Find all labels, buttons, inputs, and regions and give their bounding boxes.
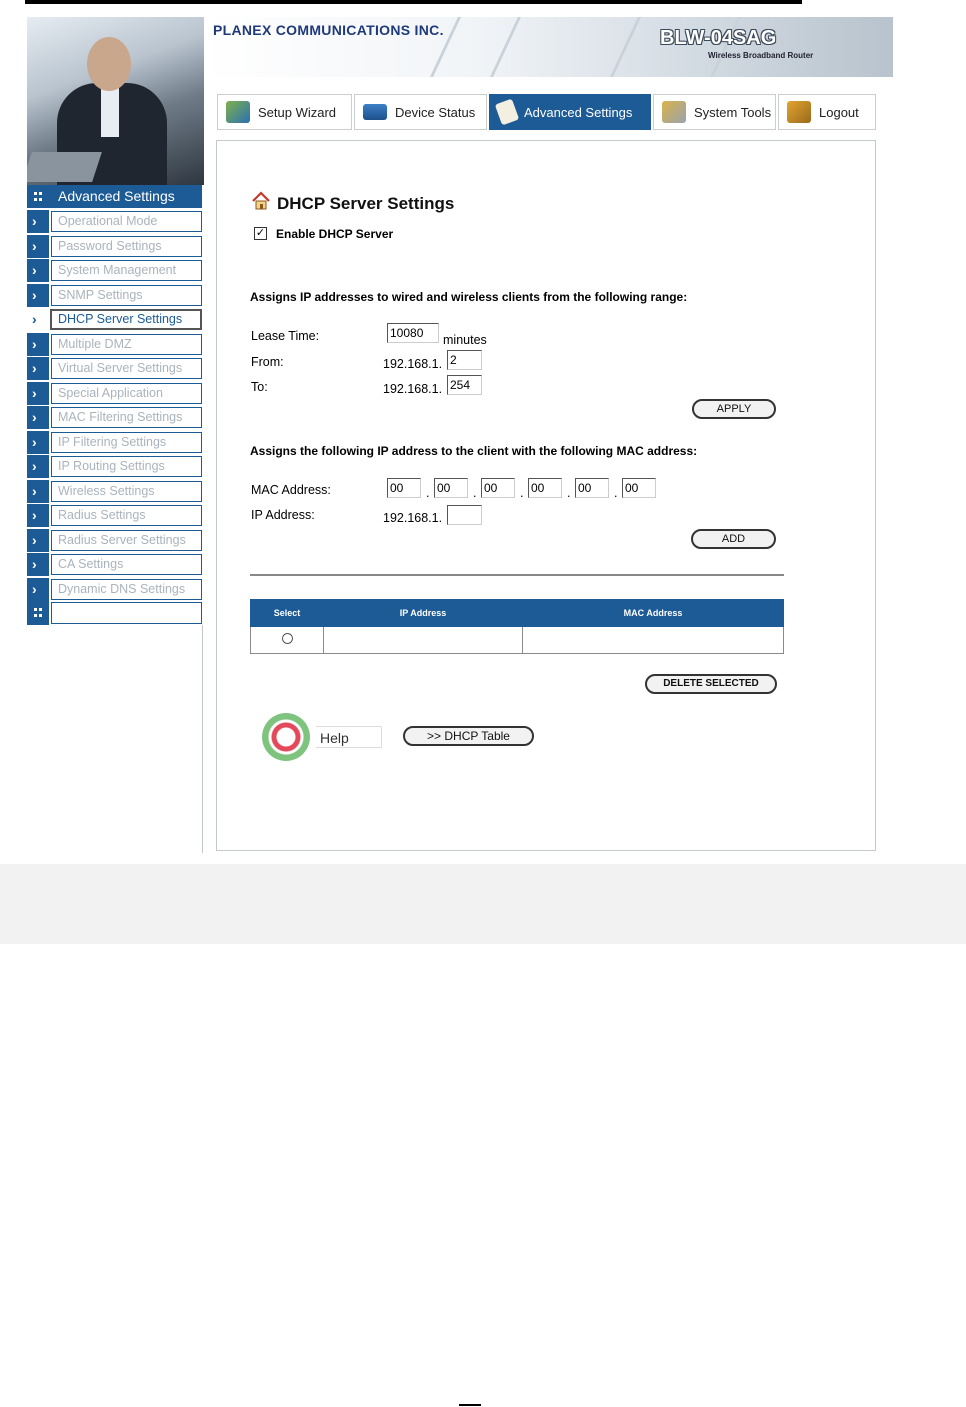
header-photo — [27, 17, 204, 185]
to-prefix: 192.168.1. — [383, 382, 443, 396]
chevron-right-icon: › — [32, 483, 37, 499]
mac-separator: . — [520, 486, 524, 500]
enable-dhcp-label: Enable DHCP Server — [276, 227, 394, 241]
sidebar-item-label: System Management — [58, 263, 177, 277]
sidebar-item-label: CA Settings — [58, 557, 124, 571]
ip-address-label: IP Address: — [251, 508, 315, 522]
select-cell — [251, 627, 324, 654]
sidebar-item-password-settings[interactable] — [27, 235, 202, 258]
dots-icon — [27, 185, 49, 208]
tab-device-status[interactable] — [354, 94, 487, 130]
sidebar-footer — [27, 601, 202, 625]
sidebar-item-label: SNMP Settings — [58, 288, 143, 302]
from-prefix: 192.168.1. — [383, 357, 443, 371]
dhcp-table-button[interactable]: >> DHCP Table — [403, 726, 534, 746]
static-heading: Assigns the following IP address to the client with the following MAC address: — [250, 444, 698, 458]
logout-icon — [787, 101, 811, 123]
tab-setup-wizard[interactable] — [217, 94, 352, 130]
tab-label: Device Status — [395, 104, 476, 120]
sidebar-item-label: Special Application — [58, 386, 163, 400]
mac-address-label: MAC Address: — [251, 483, 331, 497]
chevron-right-icon: › — [32, 458, 37, 474]
from-input[interactable] — [447, 350, 482, 370]
delete-selected-button[interactable]: DELETE SELECTED — [645, 674, 777, 694]
sidebar-item-label: DHCP Server Settings — [58, 312, 183, 326]
range-heading: Assigns IP addresses to wired and wireless clients from the following range: — [250, 290, 688, 304]
sidebar-item-label: IP Routing Settings — [58, 459, 165, 473]
row-select-radio[interactable] — [282, 633, 293, 644]
to-label: To: — [251, 380, 268, 394]
chevron-right-icon: › — [32, 409, 37, 425]
chevron-right-icon: › — [32, 287, 37, 303]
lease-time-input[interactable] — [387, 323, 439, 343]
chevron-right-icon: › — [32, 532, 37, 548]
sidebar-divider — [202, 625, 203, 853]
document-icon — [495, 99, 519, 126]
sidebar-item-dynamic-dns-settings[interactable] — [27, 578, 202, 601]
chevron-right-icon: › — [32, 507, 37, 523]
chevron-right-icon: › — [32, 581, 37, 597]
sidebar-item-ip-routing-settings[interactable] — [27, 455, 202, 478]
table-row — [251, 627, 784, 654]
tab-label: System Tools — [694, 104, 772, 120]
sidebar-item-operational-mode[interactable] — [27, 210, 202, 233]
tab-label: Logout — [819, 104, 859, 120]
mac-separator: . — [567, 486, 571, 500]
sidebar-item-multiple-dmz[interactable] — [27, 333, 202, 356]
sidebar-item-mac-filtering-settings[interactable] — [27, 406, 202, 429]
brand-logo: PLANEX COMMUNICATIONS INC. — [213, 22, 444, 38]
ip-prefix: 192.168.1. — [383, 511, 443, 525]
mac-separator: . — [473, 486, 477, 500]
table-header-ip: IP Address — [324, 600, 523, 627]
chevron-right-icon: › — [32, 336, 37, 352]
chevron-right-icon: › — [32, 556, 37, 572]
tab-logout[interactable] — [778, 94, 876, 130]
section-divider — [250, 574, 784, 576]
sidebar-item-label: Multiple DMZ — [58, 337, 132, 351]
help-link[interactable]: Help — [316, 726, 382, 748]
table-header-select: Select — [251, 600, 324, 627]
home-icon — [251, 191, 271, 211]
sidebar-item-label: Virtual Server Settings — [58, 361, 183, 375]
apply-button[interactable]: APPLY — [692, 399, 776, 419]
lease-unit-label: minutes — [443, 333, 487, 347]
table-header-mac: MAC Address — [523, 600, 784, 627]
monitor-icon — [363, 104, 387, 120]
lease-time-label: Lease Time: — [251, 329, 320, 343]
mac-octet-input[interactable] — [481, 478, 515, 498]
chevron-right-icon: › — [32, 434, 37, 450]
sidebar-item-system-management[interactable] — [27, 259, 202, 282]
footer-band — [0, 864, 966, 944]
tab-label: Setup Wizard — [258, 104, 337, 120]
static-leases-table — [250, 599, 784, 654]
sidebar-item-label: Dynamic DNS Settings — [58, 582, 186, 596]
mac-octet-input[interactable] — [622, 478, 656, 498]
chevron-right-icon: › — [32, 311, 37, 327]
sidebar-heading-label: Advanced Settings — [58, 188, 175, 204]
sidebar-item-virtual-server-settings[interactable] — [27, 357, 202, 380]
sidebar-item-wireless-settings[interactable] — [27, 480, 202, 503]
sidebar-item-label: MAC Filtering Settings — [58, 410, 183, 424]
sidebar-item-label: IP Filtering Settings — [58, 435, 167, 449]
page-title: DHCP Server Settings — [277, 194, 455, 213]
sidebar-item-radius-settings[interactable] — [27, 504, 202, 527]
mac-octet-input[interactable] — [575, 478, 609, 498]
sidebar-item-label: Radius Settings — [58, 508, 146, 522]
top-rule — [25, 0, 802, 4]
sidebar-item-special-application[interactable] — [27, 382, 202, 405]
model-name: BLW-04SAG — [660, 27, 777, 49]
chevron-right-icon: › — [32, 238, 37, 254]
tab-system-tools[interactable] — [653, 94, 776, 130]
tab-advanced-settings[interactable] — [489, 94, 651, 130]
add-button[interactable]: ADD — [691, 529, 776, 549]
sidebar-heading — [27, 185, 202, 208]
wizard-icon — [226, 101, 250, 123]
mac-octet-input[interactable] — [528, 478, 562, 498]
ip-address-input[interactable] — [447, 505, 482, 525]
enable-dhcp-checkbox[interactable]: ✓ — [255, 227, 266, 239]
mac-separator: . — [614, 486, 618, 500]
sidebar-item-radius-server-settings[interactable] — [27, 529, 202, 552]
mac-octet-input[interactable] — [387, 478, 421, 498]
sidebar-item-label: Password Settings — [58, 239, 162, 253]
model-subtitle: Wireless Broadband Router — [708, 51, 814, 60]
tools-icon — [662, 101, 686, 123]
chevron-right-icon: › — [32, 385, 37, 401]
chevron-right-icon: › — [32, 213, 37, 229]
chevron-right-icon: › — [32, 360, 37, 376]
dots-icon — [27, 601, 49, 625]
sidebar-item-label: Radius Server Settings — [58, 533, 186, 547]
sidebar-item-ca-settings[interactable] — [27, 553, 202, 576]
tab-label: Advanced Settings — [524, 104, 633, 120]
mac-cell — [523, 627, 784, 654]
sidebar-item-dhcp-server-settings[interactable] — [27, 308, 202, 331]
help-icon[interactable] — [262, 713, 310, 761]
to-input[interactable] — [447, 375, 482, 395]
sidebar-item-snmp-settings[interactable] — [27, 284, 202, 307]
mac-octet-input[interactable] — [434, 478, 468, 498]
chevron-right-icon: › — [32, 262, 37, 278]
sidebar-item-ip-filtering-settings[interactable] — [27, 431, 202, 454]
mac-separator: . — [426, 486, 430, 500]
sidebar-item-label: Operational Mode — [58, 214, 158, 228]
sidebar-item-label: Wireless Settings — [58, 484, 155, 498]
from-label: From: — [251, 355, 284, 369]
ip-cell — [324, 627, 523, 654]
page-footer-mark — [459, 1404, 481, 1406]
